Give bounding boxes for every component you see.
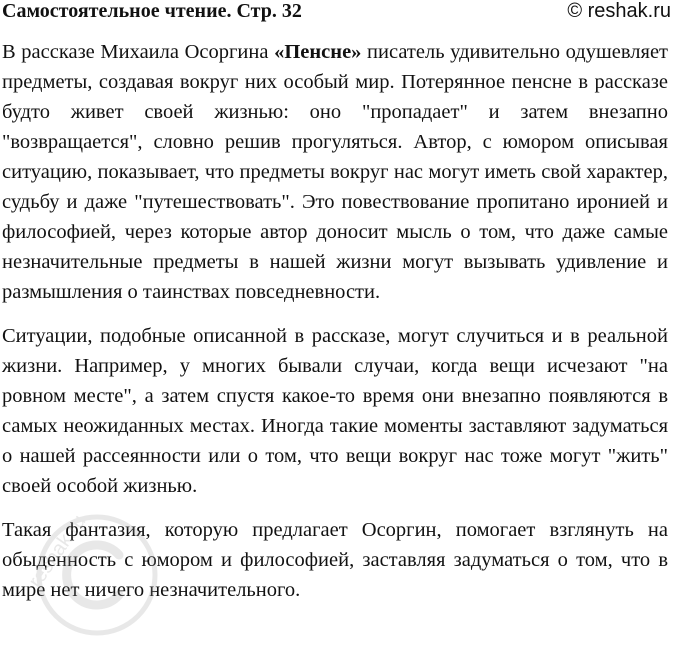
paragraph-2: Ситуации, подобные описанной в рассказе, могут случиться и в реальной жизни. Например, у многих бывали случаи, когда вещи исчезают "на ровном месте", а затем спустя какое-то время они внезапно появляются в самых неожиданных местах. Иногда такие моменты заставляют задуматься о нашей рассеянности или о том, что вещи вокруг нас тоже могут "жить" своей особой жизнью. (2, 325, 668, 497)
watermark-text: reshak.ru (24, 510, 91, 592)
story-title: «Пенсне» (274, 41, 362, 63)
site-credit: © reshak.ru (567, 0, 671, 22)
paragraph-1-rest: писатель удивительно одушевляет предметы, создавая вокруг них особый мир. Потерянное пенсне в рассказе будто живет своей жизнью: оно "пропадает" и затем внезапно "возвращается", словно решив прогуляться. Автор, с юмором описывая ситуацию, показывает, что предметы вокруг нас могут иметь свой характер, судьбу и даже "путешествовать". Это повествование пропитано иронией и философией, через которые автор доносит мысль о том, что даже самые незначительные предметы в нашей жизни могут вызывать удивление и размышления о таинствах повседневности. (2, 41, 668, 303)
document-body (2, 37, 668, 619)
paragraph-1 (2, 37, 668, 307)
paragraph-3: Такая фантазия, которую предлагает Осоргин, помогает взглянуть на обыденность с юмором и философией, заставляя задуматься о том, что в мире нет ничего незначительного. (2, 519, 668, 601)
paragraph-1-start: В рассказе Михаила Осоргина (2, 41, 275, 63)
page-title: Самостоятельное чтение. Стр. 32 (2, 0, 302, 22)
page-header (2, 0, 673, 24)
